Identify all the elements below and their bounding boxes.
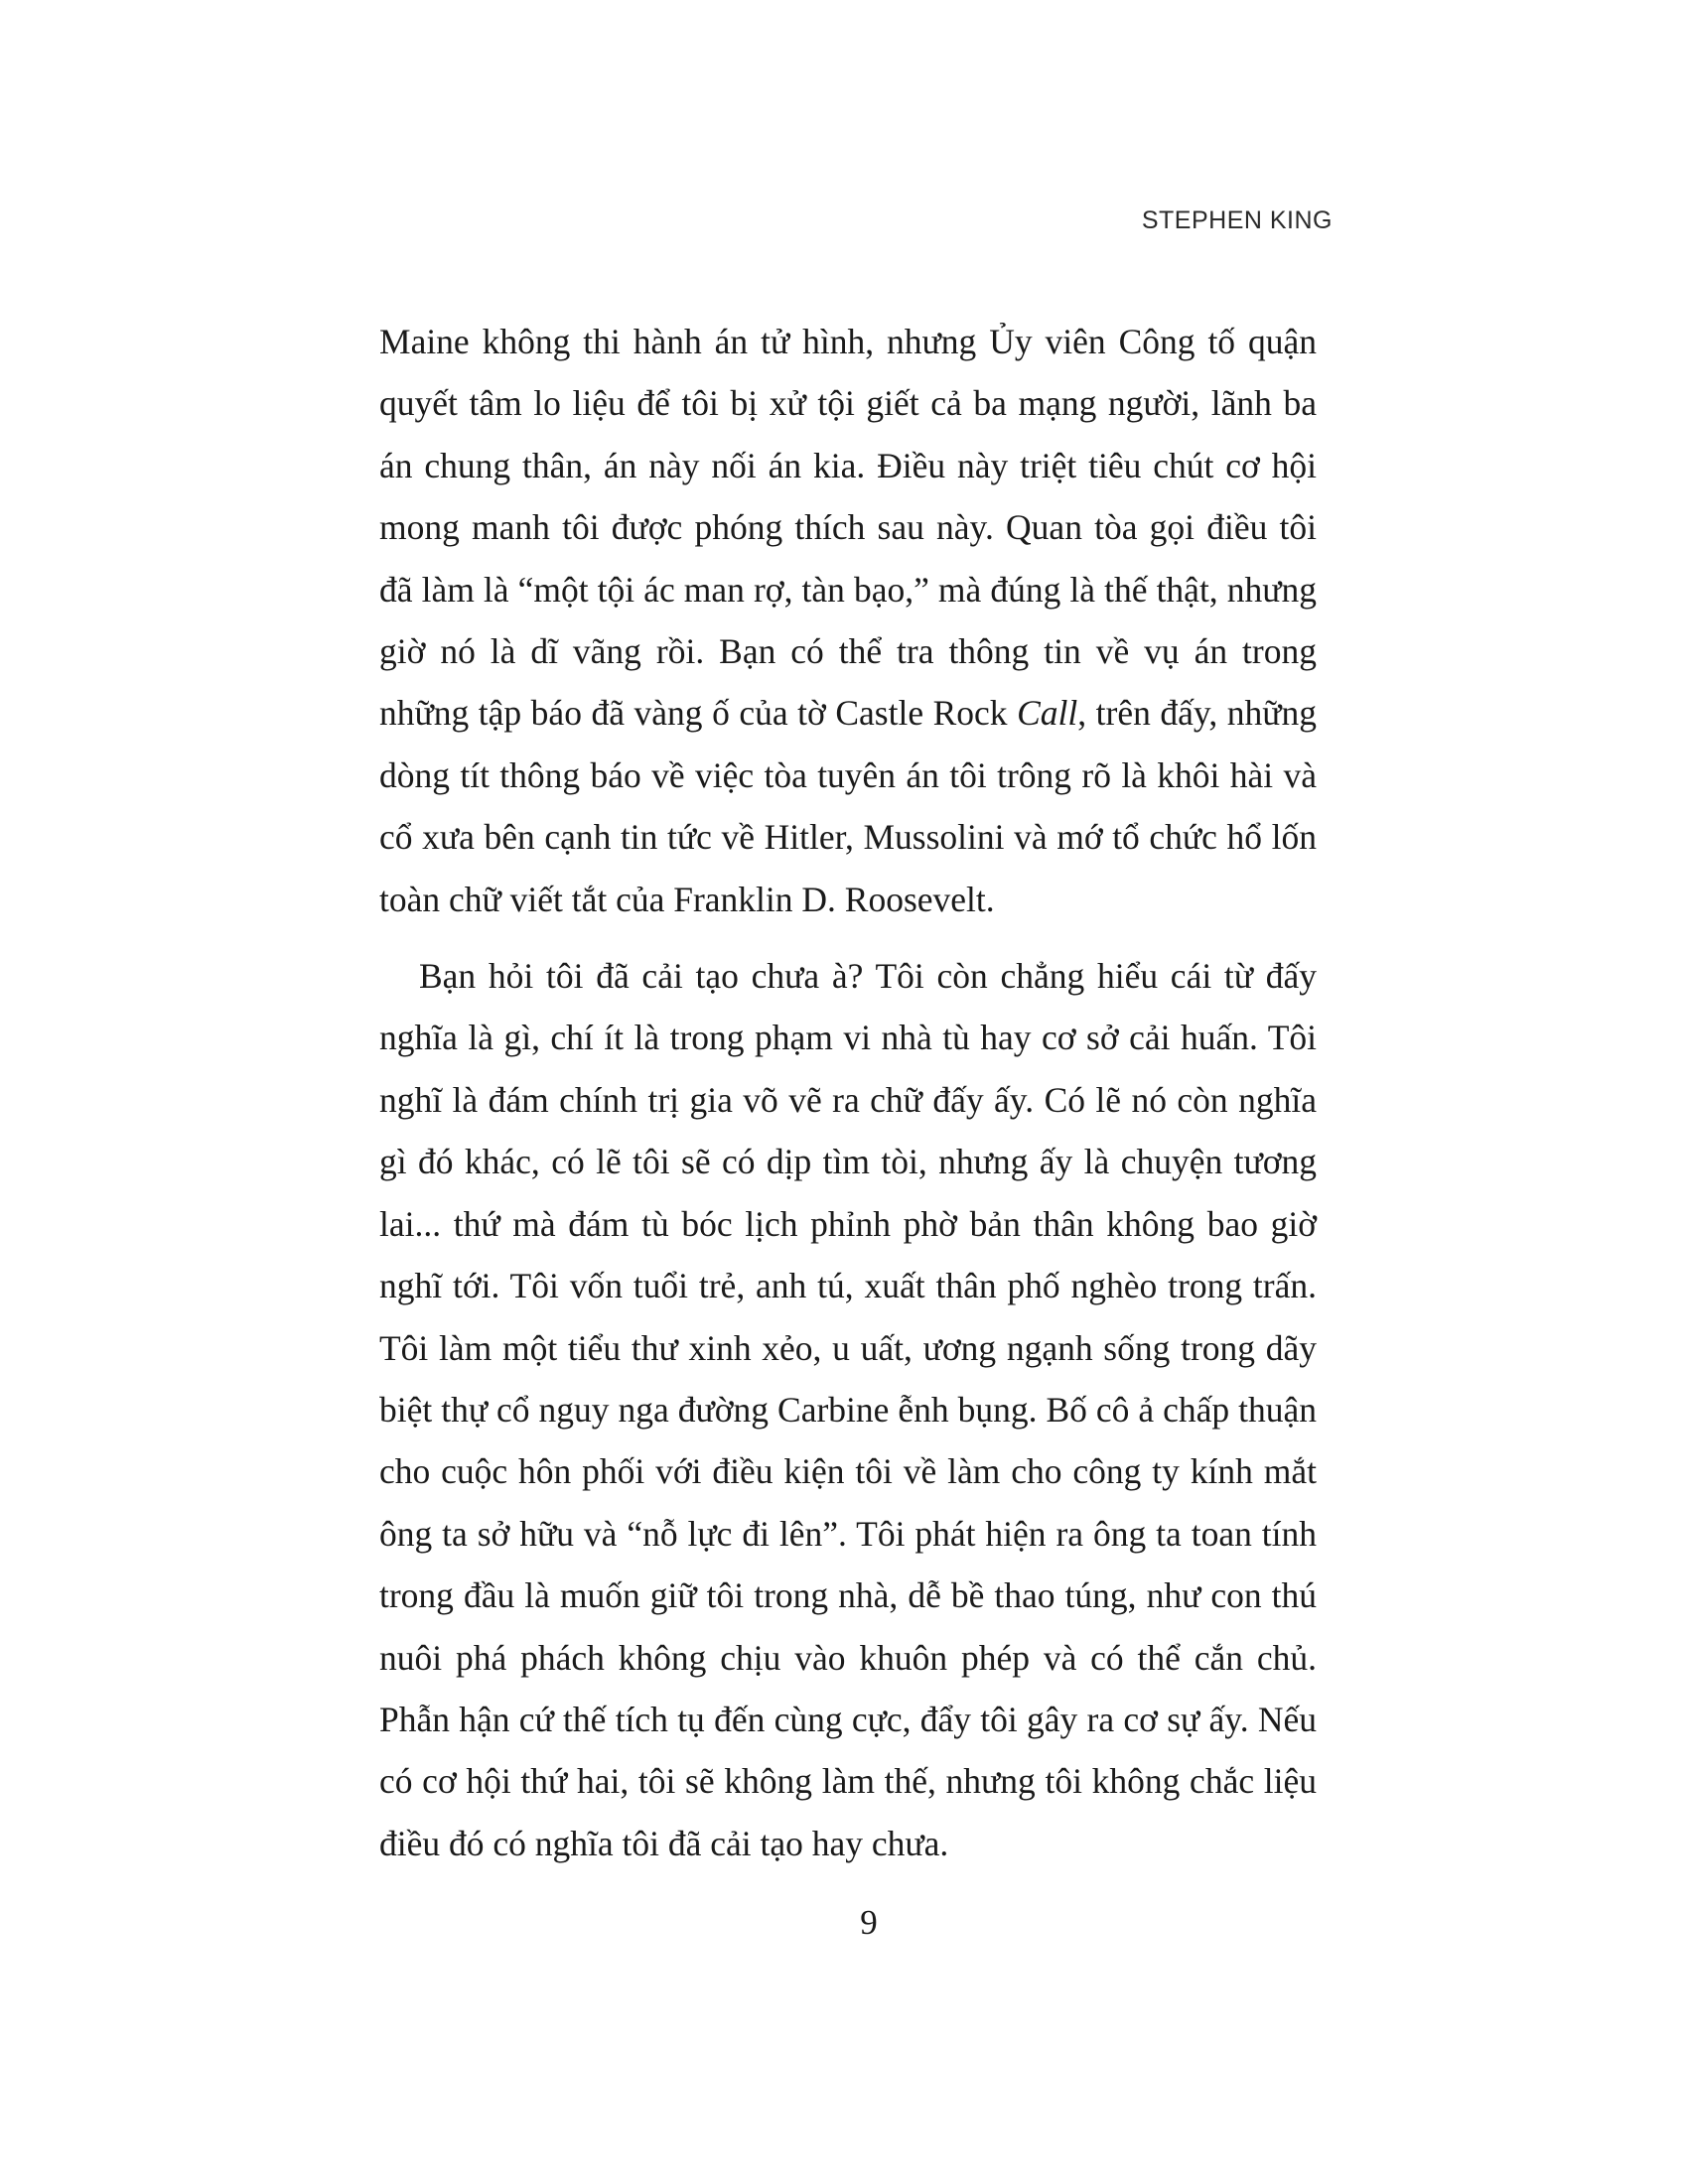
paragraph-1: [379, 311, 1317, 930]
body-text: [379, 311, 1317, 1874]
page-number: 9: [860, 1903, 878, 1942]
paragraph-2: Bạn hỏi tôi đã cải tạo chưa à? Tôi còn chẳng hiểu cái từ đấy nghĩa là gì, chí ít là trong phạm vi nhà tù hay cơ sở cải huấn. Tôi nghĩ là đám chính trị gia võ vẽ ra chữ đấy ấy. Có lẽ nó còn nghĩa gì đó khác, có lẽ tôi sẽ có dịp tìm tòi, nhưng ấy là chuyện tương lai... thứ mà đám tù bóc lịch phỉnh phờ bản thân không bao giờ nghĩ tới. Tôi vốn tuổi trẻ, anh tú, xuất thân phố nghèo trong trấn. Tôi làm một tiểu thư xinh xẻo, u uất, ương ngạnh sống trong dãy biệt thự cổ nguy nga đường Carbine ễnh bụng. Bố cô ả chấp thuận cho cuộc hôn phối với điều kiện tôi về làm cho công ty kính mắt ông ta sở hữu và “nỗ lực đi lên”. Tôi phát hiện ra ông ta toan tính trong đầu là muốn giữ tôi trong nhà, dễ bề thao túng, như con thú nuôi phá phách không chịu vào khuôn phép và có thể cắn chủ. Phẫn hận cứ thế tích tụ đến cùng cực, đẩy tôi gây ra cơ sự ấy. Nếu có cơ hội thứ hai, tôi sẽ không làm thế, nhưng tôi không chắc liệu điều đó có nghĩa tôi đã cải tạo hay chưa.: [379, 956, 1317, 1863]
paragraph-1-text-end: , trên đấy, những dòng tít thông báo về việc tòa tuyên án tôi trông rõ là khôi hài và cổ xưa bên cạnh tin tức về Hitler, Mussolini và mớ tổ chức hổ lốn toàn chữ viết tắt của Franklin D. Roosevelt.: [379, 693, 1317, 919]
running-header-author: STEPHEN KING: [1141, 206, 1333, 234]
newspaper-title-italic: Call: [1017, 693, 1078, 734]
paragraph-1-text-start: Maine không thi hành án tử hình, nhưng Ủy viên Công tố quận quyết tâm lo liệu để tôi bị xử tội giết cả ba mạng người, lãnh ba án chung thân, án này nối án kia. Điều này triệt tiêu chút cơ hội mong manh tôi được phóng thích sau này. Quan tòa gọi điều tôi đã làm là “một tội ác man rợ, tàn bạo,” mà đúng là thế thật, nhưng giờ nó là dĩ vãng rồi. Bạn có thể tra thông tin về vụ án trong những tập báo đã vàng ố của tờ Castle Rock: [379, 322, 1317, 734]
